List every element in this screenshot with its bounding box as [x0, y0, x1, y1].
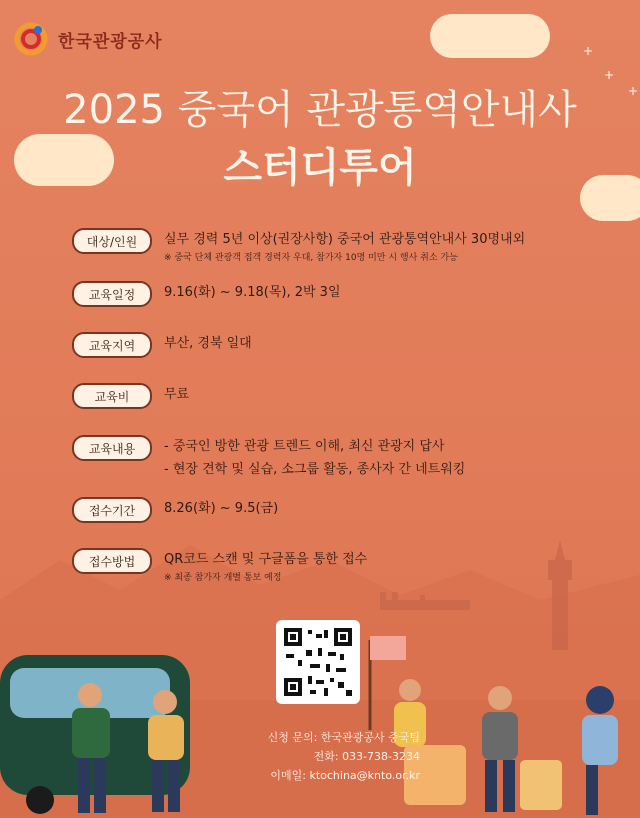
contact-email[interactable]: 이메일: ktochina@knto.or.kr [270, 769, 420, 782]
info-value: 8.26(화) ~ 9.5(금) [164, 501, 279, 516]
page-subtitle: 스터디투어 [223, 145, 417, 191]
sparkle-icon: + [628, 84, 639, 98]
info-row-region [72, 332, 252, 358]
info-row-method [72, 548, 367, 585]
info-value: 부산, 경북 일대 [164, 336, 252, 351]
org-logo-icon [12, 20, 50, 58]
qr-code[interactable] [276, 620, 360, 704]
info-value-2: - 현장 견학 및 실습, 소그룹 활동, 종사자 간 네트워킹 [164, 462, 466, 477]
label-pill: 교육비 [72, 383, 152, 409]
label-pill: 교육내용 [72, 435, 152, 461]
sparkle-icon: + [583, 44, 594, 58]
info-row-period [72, 497, 278, 523]
label-pill: 교육지역 [72, 332, 152, 358]
org-logo [12, 20, 163, 58]
info-value: 실무 경력 5년 이상(권장사항) 중국어 관광통역안내사 30명내외 [164, 232, 526, 247]
info-note: ※ 중국 단체 관광객 접객 경력자 우대, 참가자 10명 미만 시 행사 취소 가능 [164, 253, 458, 263]
info-row-target [72, 228, 525, 265]
info-value: 9.16(화) ~ 9.18(목), 2박 3일 [164, 285, 341, 300]
label-pill: 접수기간 [72, 497, 152, 523]
cloud-decoration [430, 14, 550, 58]
label-pill: 교육일정 [72, 281, 152, 307]
info-note: ※ 최종 참가자 개별 통보 예정 [164, 573, 282, 583]
label-pill: 대상/인원 [72, 228, 152, 254]
org-name: 한국관광공사 [58, 31, 163, 52]
contact-info [220, 728, 420, 785]
label-pill: 접수방법 [72, 548, 152, 574]
qr-code-icon [276, 620, 360, 704]
info-row-fee [72, 383, 189, 409]
info-value: - 중국인 방한 관광 트렌드 이해, 최신 관광지 답사 [164, 439, 445, 454]
info-row-content [72, 435, 465, 481]
info-value: QR코드 스캔 및 구글폼을 통한 접수 [164, 552, 368, 567]
info-row-schedule [72, 281, 341, 307]
info-value: 무료 [164, 387, 190, 402]
page-title: 2025 중국어 관광통역안내사 [63, 87, 577, 133]
contact-inquiry: 신청 문의: 한국관광공사 중국팀 [267, 731, 420, 744]
sparkle-icon: + [604, 68, 615, 82]
contact-phone: 전화: 033-738-3234 [313, 750, 420, 763]
